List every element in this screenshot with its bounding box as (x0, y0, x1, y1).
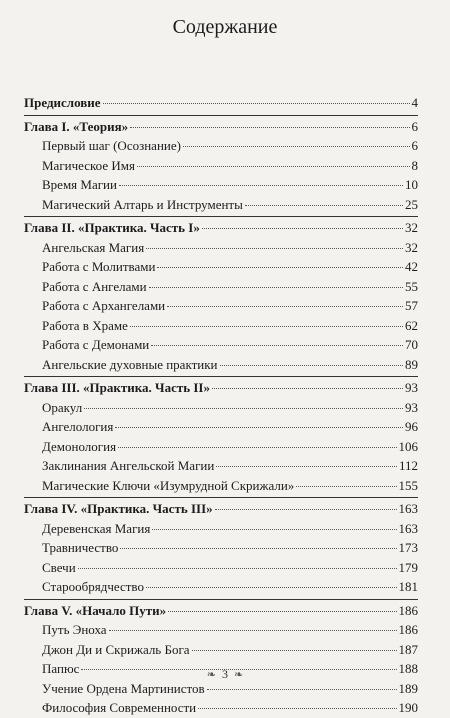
toc-page-number: 188 (398, 661, 418, 676)
toc-entry-title: Старообрядчество (42, 579, 144, 594)
toc-entry-row (24, 456, 418, 476)
toc-entry-row (24, 316, 418, 336)
toc-entry-title: Магическое Имя (42, 157, 135, 173)
toc-entry-title: Ангельские духовные практики (42, 356, 218, 372)
toc-chapter-title: Глава IV. «Практика. Часть III» (24, 501, 213, 516)
toc-leader-dots (215, 508, 397, 510)
toc-entry-row (24, 577, 418, 597)
toc-leader-dots (84, 407, 403, 409)
toc-page-number: 10 (405, 177, 418, 192)
toc-entry-row (24, 398, 418, 418)
toc-entry-title: Магические Ключи «Изумрудной Скрижали» (42, 477, 295, 493)
toc-page-number: 96 (405, 419, 418, 434)
toc-leader-dots (157, 266, 403, 268)
toc-leader-dots (212, 387, 403, 389)
toc-page-number: 57 (405, 298, 418, 313)
page-number: 3 (222, 667, 228, 681)
toc-page-number: 93 (405, 380, 418, 395)
toc-leader-dots (202, 227, 403, 229)
toc-chapter-title: Предисловие (24, 95, 101, 110)
toc-entry-row (24, 335, 418, 355)
toc-entry-title: Ангельская Магия (42, 239, 145, 255)
toc-entry-title: Работа с Молитвами (42, 259, 156, 274)
toc-leader-dots (168, 610, 396, 612)
toc-page-number: 42 (405, 259, 418, 274)
toc-entry-title: Работа с Ангелами (42, 278, 147, 294)
toc-entry-row (24, 620, 418, 640)
toc-entry-title: Папюс (42, 661, 80, 676)
toc-entry-row (24, 296, 418, 316)
section-divider (24, 115, 418, 116)
toc-chapter-row (24, 218, 418, 238)
table-of-contents (24, 93, 418, 718)
toc-leader-dots (198, 707, 396, 709)
toc-entry-row (24, 136, 418, 156)
toc-entry-row (24, 238, 418, 258)
toc-entry-row (24, 519, 418, 539)
toc-leader-dots (192, 649, 397, 651)
toc-leader-dots (137, 165, 410, 167)
toc-page-number: 163 (398, 501, 418, 516)
toc-entry-title: Деревенская Магия (42, 520, 151, 536)
toc-leader-dots (130, 325, 403, 327)
section-divider (24, 599, 418, 600)
toc-page-number: 189 (398, 680, 418, 696)
toc-entry-row (24, 640, 418, 660)
toc-chapter-title: Глава I. «Теория» (24, 118, 129, 134)
toc-page-number: 8 (411, 157, 418, 173)
toc-chapter-row (24, 93, 418, 113)
toc-page-number: 173 (398, 540, 418, 555)
toc-chapter-row (24, 117, 418, 137)
toc-chapter-title: Глава II. «Практика. Часть I» (24, 220, 200, 235)
page-title: Содержание (172, 16, 278, 38)
toc-entry-row (24, 476, 418, 496)
toc-entry-title: Время Магии (42, 177, 117, 192)
toc-page-number: 106 (398, 438, 418, 454)
page-footer (0, 667, 450, 682)
toc-page-number: 32 (405, 220, 418, 235)
toc-page-number: 163 (398, 520, 418, 536)
toc-leader-dots (120, 547, 396, 549)
toc-leader-dots (220, 364, 403, 366)
toc-leader-dots (245, 204, 403, 206)
toc-chapter-title: Глава V. «Начало Пути» (24, 602, 167, 618)
toc-leader-dots (149, 286, 403, 288)
toc-leader-dots (103, 102, 410, 104)
toc-leader-dots (296, 485, 396, 487)
toc-entry-row (24, 195, 418, 215)
toc-entry-row (24, 355, 418, 375)
toc-page-number: 179 (398, 559, 418, 575)
toc-page-number: 186 (398, 602, 418, 618)
toc-page-number: 32 (405, 239, 418, 255)
toc-page-number: 89 (405, 356, 418, 372)
toc-leader-dots (207, 688, 397, 690)
toc-entry-title: Оракул (42, 399, 83, 415)
toc-entry-row (24, 277, 418, 297)
toc-chapter-title: Глава III. «Практика. Часть II» (24, 380, 210, 395)
toc-leader-dots (167, 305, 403, 307)
toc-entry-title: Учение Ордена Мартинистов (42, 680, 205, 696)
toc-page-number: 6 (411, 138, 418, 153)
toc-entry-row (24, 558, 418, 578)
toc-entry-row (24, 156, 418, 176)
toc-page-number: 155 (398, 477, 418, 493)
toc-chapter-row (24, 499, 418, 519)
toc-leader-dots (216, 465, 397, 467)
toc-page-number: 112 (398, 458, 418, 473)
toc-entry-row (24, 538, 418, 558)
toc-chapter-row (24, 378, 418, 398)
toc-leader-dots (115, 426, 403, 428)
section-divider (24, 376, 418, 377)
toc-entry-title: Работа с Демонами (42, 337, 150, 352)
toc-leader-dots (118, 446, 396, 448)
toc-page-number: 62 (405, 317, 418, 333)
toc-entry-title: Путь Эноха (42, 622, 107, 637)
toc-page-number: 55 (405, 278, 418, 294)
toc-entry-title: Джон Ди и Скрижаль Бога (42, 641, 190, 657)
toc-page-number: 4 (411, 95, 418, 110)
ornament-left-icon: ❧ (206, 669, 216, 681)
toc-leader-dots (146, 586, 397, 588)
toc-leader-dots (78, 567, 397, 569)
toc-entry-row (24, 257, 418, 277)
toc-entry-title: Работа с Архангелами (42, 298, 166, 313)
toc-leader-dots (152, 528, 396, 530)
toc-entry-title: Травничество (42, 540, 119, 555)
toc-entry-title: Ангелология (42, 419, 114, 434)
toc-entry-title: Первый шаг (Осознание) (42, 138, 181, 153)
section-divider (24, 216, 418, 217)
toc-page-number: 190 (398, 700, 418, 715)
toc-page-number: 186 (398, 622, 418, 637)
toc-leader-dots (183, 145, 410, 147)
toc-page-number: 70 (405, 337, 418, 352)
toc-leader-dots (146, 247, 403, 249)
toc-entry-title: Заклинания Ангельской Магии (42, 458, 215, 473)
toc-entry-title: Демонология (42, 438, 117, 454)
toc-entry-title: Свечи (42, 559, 76, 575)
section-divider (24, 497, 418, 498)
toc-page-number: 93 (405, 399, 418, 415)
ornament-right-icon: ❧ (234, 669, 244, 681)
toc-entry-row (24, 417, 418, 437)
toc-page-number: 6 (411, 118, 418, 134)
toc-page-number: 181 (398, 579, 418, 594)
toc-entry-title: Работа в Храме (42, 317, 128, 333)
toc-entry-row (24, 175, 418, 195)
toc-entry-title: Философия Современности (42, 700, 197, 715)
toc-leader-dots (130, 126, 409, 128)
toc-entry-title: Магический Алтарь и Инструменты (42, 196, 243, 212)
toc-chapter-row (24, 601, 418, 621)
toc-leader-dots (109, 629, 397, 631)
toc-leader-dots (151, 344, 403, 346)
toc-entry-row (24, 437, 418, 457)
toc-leader-dots (119, 184, 403, 186)
toc-page-number: 25 (405, 196, 418, 212)
toc-page-number: 187 (398, 641, 418, 657)
